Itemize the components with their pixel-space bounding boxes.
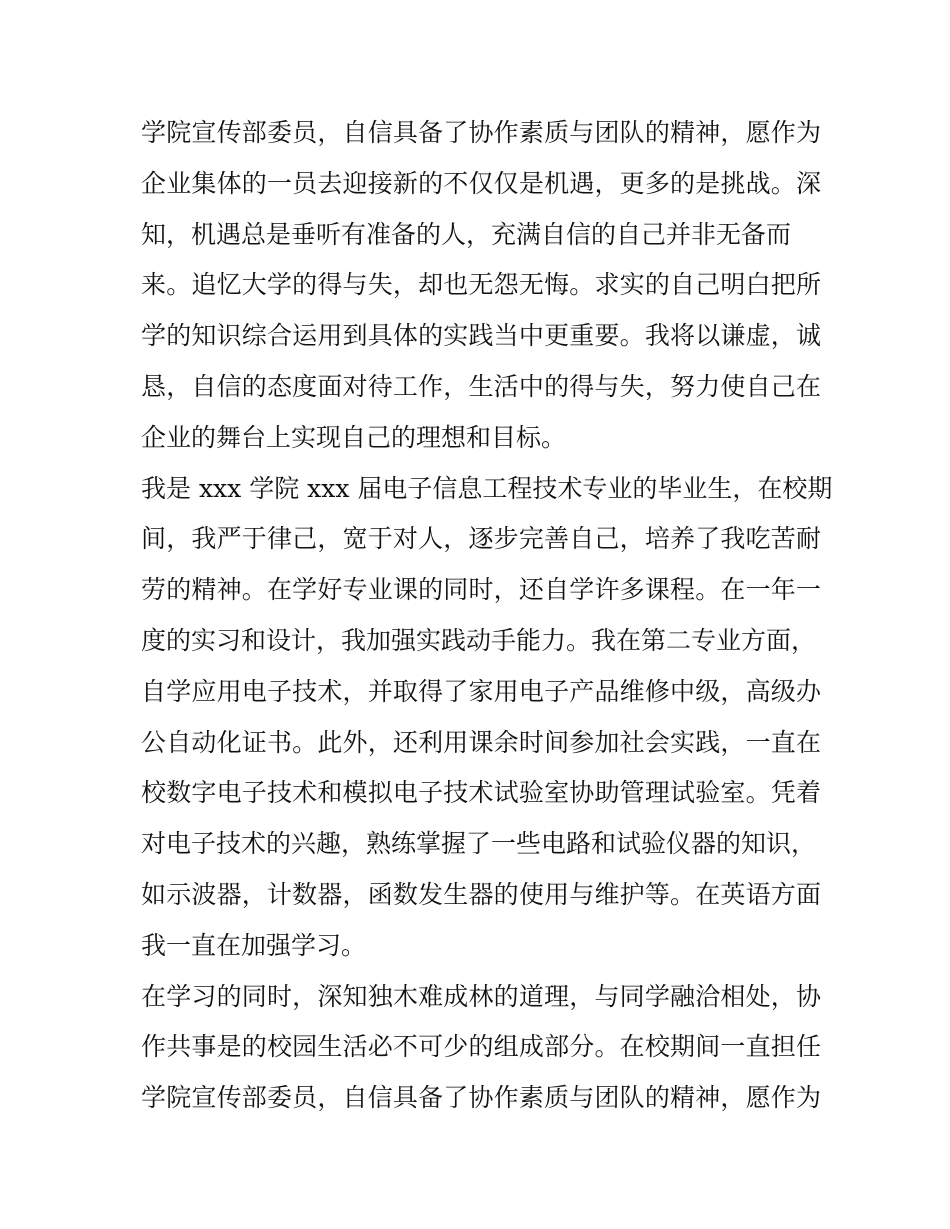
text-line: 对电子技术的兴趣，熟练掌握了一些电路和试验仪器的知识， [141, 829, 817, 859]
text-line: 度的实习和设计，我加强实践动手能力。我在第二专业方面， [141, 625, 817, 655]
text-line: 学院宣传部委员，自信具备了协作素质与团队的精神，愿作为 [141, 1083, 821, 1113]
text-line: 企业集体的一员去迎接新的不仅仅是机遇，更多的是挑战。深 [141, 168, 821, 198]
text-line: 知，机遇总是垂听有准备的人，充满自信的自己并非无备而 [141, 219, 792, 249]
text-line: 在学习的同时，深知独木难成林的道理，与同学融洽相处，协 [141, 981, 821, 1011]
text-line: 公自动化证书。此外，还利用课余时间参加社会实践，一直在 [141, 727, 821, 757]
text-line: 自学应用电子技术，并取得了家用电子产品维修中级，高级办 [141, 676, 821, 706]
text-line: 来。追忆大学的得与失，却也无怨无悔。求实的自己明白把所 [141, 270, 821, 300]
text-line: 校数字电子技术和模拟电子技术试验室协助管理试验室。凭着 [141, 778, 821, 808]
text-line: 作共事是的校园生活必不可少的组成部分。在校期间一直担任 [141, 1032, 821, 1062]
text-line: 恳，自信的态度面对待工作，生活中的得与失，努力使自己在 [141, 371, 821, 401]
text-line: 间，我严于律己，宽于对人，逐步完善自己，培养了我吃苦耐 [141, 524, 821, 554]
text-line: 如示波器，计数器，函数发生器的使用与维护等。在英语方面 [141, 879, 821, 909]
text-line: 我一直在加强学习。 [141, 930, 367, 960]
text-line: 我是 xxx 学院 xxx 届电子信息工程技术专业的毕业生，在校期 [141, 473, 833, 503]
text-line: 学的知识综合运用到具体的实践当中更重要。我将以谦虚，诚 [141, 321, 821, 351]
document-body [141, 108, 833, 1124]
text-line: 学院宣传部委员，自信具备了协作素质与团队的精神，愿作为 [141, 118, 821, 147]
text-line: 企业的舞台上实现自己的理想和目标。 [141, 422, 567, 452]
text-line: 劳的精神。在学好专业课的同时，还自学许多课程。在一年一 [141, 575, 821, 605]
